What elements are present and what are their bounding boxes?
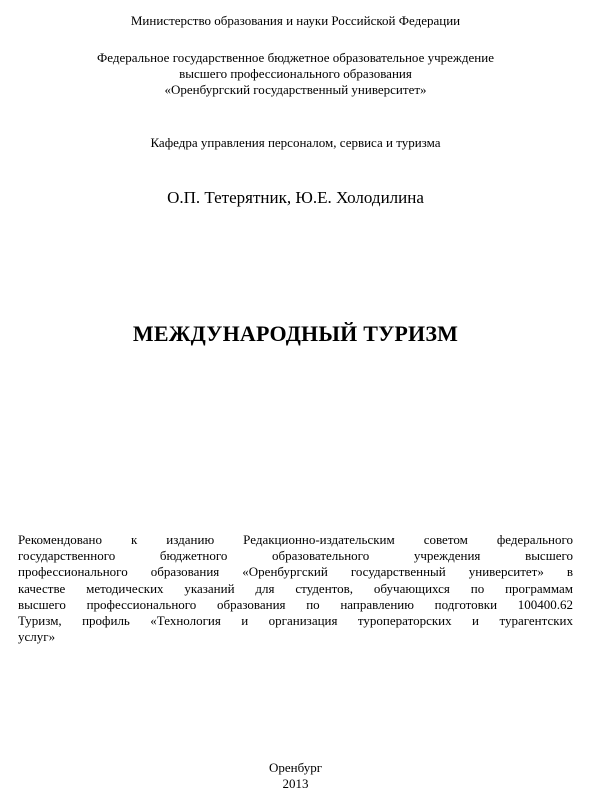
institution-line-1: Федеральное государственное бюджетное образовательное учреждение [97, 50, 494, 65]
publication-city: Оренбург [268, 760, 323, 775]
recommendation-line-2: государственного бюджетного образовательного учреждения высшего [18, 548, 573, 564]
recommendation-line-1: Рекомендовано к изданию Редакционно-издательским советом федерального [18, 532, 573, 547]
publication-year: 2013 [282, 776, 309, 791]
authors: О.П. Тетерятник, Ю.Е. Холодилина [167, 188, 424, 207]
department-name: Кафедра управления персоналом, сервиса и туризма [150, 135, 441, 150]
document-title: МЕЖДУНАРОДНЫЙ ТУРИЗМ [132, 321, 459, 346]
recommendation-line-4: качестве методических указаний для студентов, обучающихся по программам [18, 580, 573, 596]
ministry-name: Министерство образования и науки Российской Федерации [130, 13, 461, 28]
recommendation-paragraph [18, 532, 573, 645]
institution-line-2: высшего профессионального образования [179, 66, 412, 81]
recommendation-line-7: услуг» [18, 629, 56, 645]
institution-line-3: «Оренбургский государственный университет» [164, 82, 427, 97]
recommendation-line-6: Туризм, профиль «Технология и организация туроператорских и турагентских [18, 613, 573, 629]
recommendation-line-5: высшего профессионального образования по направлению подготовки 100400.62 [18, 596, 573, 612]
recommendation-line-3: профессионального образования «Оренбургский государственный университет» в [18, 564, 573, 580]
